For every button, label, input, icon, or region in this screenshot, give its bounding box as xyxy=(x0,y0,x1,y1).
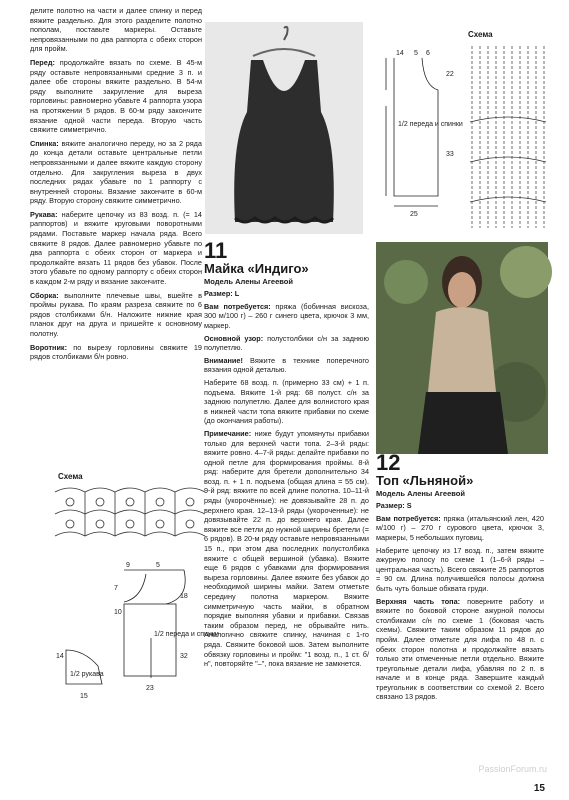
pattern-11-body: Наберите 68 возд. п. (примерно 33 см) + 1 п. подъема. Вяжите 1-й ряд: 68 полуст. с/н за заднюю полупетлю. Далее для волнистого края в нижней части топа вяжите прибавки по схеме (до окончания работы). xyxy=(204,377,369,426)
top-scheme-title: Схема xyxy=(468,30,493,39)
left-paragraph: Рукава: наберите цепочку из 83 возд. п. (= 14 раппортов) и вяжите круговыми поворотными рядами. Поставьте маркер начала ряда. Всего свяжите 8 рядов. Далее равномерно убавьте по два раппорта с обеих сторон от маркера и продолжайте вязать 11 рядов без убавок. После этого убавьте по одному раппорту с обеих сторон в каждом 2-м ряду и вязание закончите. xyxy=(30,209,202,287)
pattern-11-stitch: Основной узор: полустолбики с/н за заднюю полупетлю. xyxy=(204,333,369,353)
dim-25-top: 25 xyxy=(410,211,418,218)
linen-top-photo xyxy=(376,242,548,454)
tank-top-photo xyxy=(205,22,363,234)
pattern-11-title: Майка «Индиго» xyxy=(204,261,309,276)
top-pattern-diagram xyxy=(378,46,468,216)
pattern-12-number: 12 xyxy=(376,450,401,475)
top-crochet-scheme xyxy=(468,42,548,232)
pattern-12-section xyxy=(376,452,544,705)
page-number: 15 xyxy=(533,783,545,794)
pattern-11-number: 11 xyxy=(204,238,228,263)
front-back-piece-top: 1/2 переда и спинки xyxy=(398,121,463,128)
dim-14-top: 14 xyxy=(396,50,404,57)
pattern-11-materials: Вам потребуется: пряжа (бобинная вискоза, 300 м/100 г) – 260 г синего цвета, крючок 3 мм, маркер. xyxy=(204,301,369,330)
pattern-11-note: Примечание: ниже будут упомянуты прибавки только для верхней части топа. 2–3-й ряды: вяжите ровно. 4–7-й ряды: делайте прибавки по одной петле для формирования проймы. 8-й ряд: наберите для бретели дополнительно 34 возд. п. + 1 п. подъема (общая длина = 55 см). 9-й ряд: вяжите по всей длине полотна. 10–11-й ряды (укорочённые): не довязывайте 28 п. до верхнего края. 12–13-й ряды (укороченные): не довязывайте 22 п. до верхнего края. Далее вяжите все петли до нужной ширины бретели (= 6 рядов). В 20-м ряду оставьте непровязанными 15 п., при этом два последних полустолбика вяжите с общей вершиной (убавка). Вяжите еще 6 рядов с убавками для формирования выреза горловины. Далее вяжите без убавок до необходимой ширины майки. Затем отметьте середину полотна маркером. Вяжите симметричную часть майки, в обратном порядке выполняя убавки и прибавки. Связав таким образом перед, не обрывайте нить. Аналогично свяжите спинку, начиная с 1-го ряда. Свяжите боковой шов. Затем выполните обвязку горловины и пройм: "1 возд. п., 1 ст. б/н", повторяйте "–", пока вязание не замкнется. xyxy=(204,428,369,669)
pattern-12-size: Размер: S xyxy=(376,501,412,511)
left-paragraph: Сборка: выполните плечевые швы, вшейте в проймы рукава. По краям разреза свяжите по 6 рядов столбиками б/н. Наложите нижние края планок друг на друга и пришейте к основному полотну. xyxy=(30,290,202,338)
dim-14-label: 14 xyxy=(56,653,64,660)
pattern-12-author: Модель Алены Агеевой xyxy=(376,488,465,498)
pattern-11-size: Размер: L xyxy=(204,289,240,299)
pattern-12-materials: Вам потребуется: пряжа (итальянский лен, 420 м/100 г) – 270 г сурового цвета, крючок 3, маркеры, 5 небольших пуговиц. xyxy=(376,513,544,542)
sleeve-piece-label: 1/2 рукава xyxy=(70,671,104,678)
dim-9-label: 9 xyxy=(126,562,130,569)
front-back-piece-label: 1/2 переда и спинки xyxy=(154,631,219,638)
dim-23-label: 23 xyxy=(146,685,154,692)
pattern-12-body: Наберите цепочку из 17 возд. п., затем вяжите ажурную полосу по схеме 1 (1–6-й ряды – центральная часть). Всего свяжите 25 раппортов = 90 см. Длина получившейся полосы должна быть чуть больше обхвата груди. xyxy=(376,545,544,593)
left-paragraph: делите полотно на части и далее спинку и перед вяжите раздельно. Для этого разделите полотно пополам, поставьте маркеры. Оставьте непровязанными по два раппорта с обеих сторон для пройм. xyxy=(30,6,202,54)
dim-15-label: 15 xyxy=(80,693,88,700)
pattern-12-title: Топ «Льняной» xyxy=(376,473,474,488)
pattern-12-top-part: Верхняя часть топа: поверните работу и вяжите по боковой стороне ажурной полосы столбиками с/н по схеме 1 (боковая часть схемы). Свяжите таким образом 11 рядов до пройм. Далее отметьте для лифа по 48 п. с обеих сторон полотна и продолжайте вязать только эти отмеченные петли отдельно. Вяжите треугольные детали лифа, убавляя по 2 п. в начале и в конце ряда. Завершите каждый треугольник в соответствии со схемой 2. Всего связано 13 рядов. xyxy=(376,596,544,702)
dim-18-label: 18 xyxy=(180,593,188,600)
left-crochet-scheme xyxy=(50,484,210,544)
pattern-11-section xyxy=(204,240,369,672)
dim-10-label: 10 xyxy=(114,609,122,616)
dim-5-top: 5 xyxy=(414,50,418,57)
dim-22-top: 22 xyxy=(446,71,454,78)
left-paragraph: Перед: продолжайте вязать по схеме. В 45-м ряду оставьте непровязанными средние 3 п. и далее обе стороны вяжите раздельно. В 54-м ряду выполните закругление для выреза горловины: равномерно убавьте 4 раппорта узора на протяжении 5 рядов. В 60-м ряду закончите вязание одной части переда. Вторую часть свяжите симметрично. xyxy=(30,57,202,135)
pattern-11-attention: Внимание! Вяжите в технике поперечного вязания одной деталью. xyxy=(204,355,369,375)
bottom-pattern-diagram xyxy=(56,558,219,708)
dim-33-top: 33 xyxy=(446,151,454,158)
watermark: PassionForum.ru xyxy=(478,764,547,774)
pattern-11-author: Модель Алены Агеевой xyxy=(204,276,293,286)
dim-7-label: 7 xyxy=(114,585,118,592)
left-column-text xyxy=(30,6,202,366)
left-scheme-title: Схема xyxy=(58,472,83,481)
dim-5-label: 5 xyxy=(156,562,160,569)
dim-6-top: 6 xyxy=(426,50,430,57)
dim-32-label: 32 xyxy=(180,653,188,660)
left-paragraph: Спинка: вяжите аналогично переду, но за 2 ряда до конца детали оставьте центральные петли непровязанными и далее вяжите каждую сторону отдельно. Для закругления выреза в двух последних рядах убавьте по 1 раппорту с внутренней стороны. Вязание закончите в 60-м ряду. Вторую сторону свяжите симметрично. xyxy=(30,138,202,206)
left-paragraph: Воротник: по вырезу горловины свяжите 19 рядов столбиками б/н ровно. xyxy=(30,342,202,362)
